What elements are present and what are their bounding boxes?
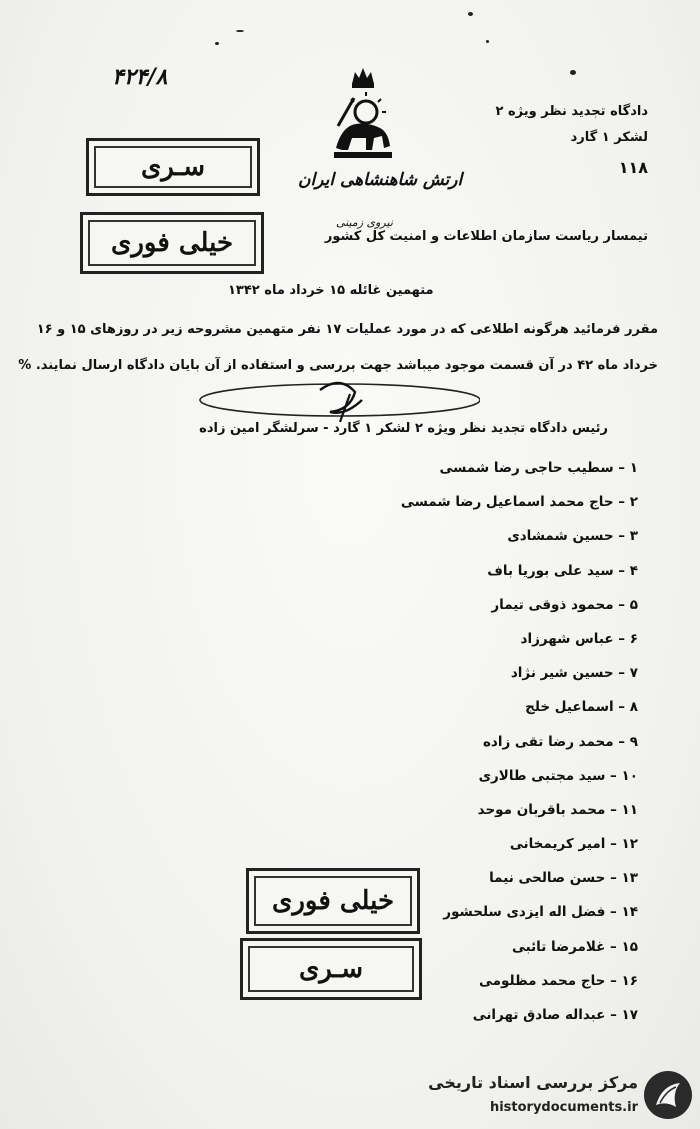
list-item: ۱۲ – امیر کریمخانی <box>509 836 638 853</box>
secret-stamp-lower-text: سـری <box>298 954 364 984</box>
recipient-line: تیمسار ریاست سازمان اطلاعات و امنیت کل کشور <box>324 229 648 244</box>
list-item: ۱۵ – غلامرضا تائبی <box>511 938 638 955</box>
urgent-stamp-lower-text: خیلی فوری <box>272 886 395 916</box>
list-item: ۱۰ – سید مجتبی طالاری <box>478 767 638 784</box>
speck <box>236 30 244 32</box>
speck <box>570 70 576 75</box>
lion-and-sun-emblem-icon <box>328 66 398 162</box>
list-item: ۹ – محمد رضا تقی زاده <box>482 733 638 750</box>
subject-line: متهمین غائله ۱۵ خرداد ماه ۱۳۴۲ <box>228 283 434 298</box>
list-item: ۲ – حاج محمد اسماعیل رضا شمسی <box>400 494 638 511</box>
body-line-2: خرداد ماه ۴۲ در آن قسمت موجود میباشد جهت بررسی و استفاده از آن بایان دادگاه ارسال نمایند. % <box>18 358 658 373</box>
signature-line: رئیس دادگاه تجدید نظر ویژه ۲ لشکر ۱ گارد - سرلشگر امین زاده <box>199 421 608 436</box>
list-item: ۱۴ – فضل اله ایزدی سلحشور <box>443 904 638 921</box>
speck <box>215 42 219 45</box>
list-item: ۴ – سید علی بوریا باف <box>487 562 638 579</box>
urgent-stamp-text: خیلی فوری <box>111 228 234 258</box>
secret-stamp <box>86 138 260 196</box>
header-number-line: ۱۱۸ <box>618 158 648 177</box>
secret-stamp-text: سـری <box>140 152 206 182</box>
army-title: ارتش شاهنشاهی ایران <box>298 170 463 190</box>
speck <box>468 12 473 16</box>
secret-stamp-lower <box>240 938 422 1000</box>
list-item: ۶ – عباس شهرزاد <box>520 630 638 647</box>
watermark-name: مرکز بررسی اسناد تاریخی <box>428 1073 638 1092</box>
list-item: ۱۳ – حسن صالحی نیما <box>489 870 638 887</box>
book-logo-icon <box>642 1069 694 1121</box>
watermark-logo <box>400 1063 700 1129</box>
list-item: ۸ – اسماعیل خلج <box>525 699 638 716</box>
list-item: ۱۷ – عبداله صادق تهرانی <box>472 1007 638 1023</box>
list-item: ۷ – حسین شیر نژاد <box>510 665 638 682</box>
speck <box>486 40 489 43</box>
header-division-line: لشکر ۱ گارد <box>570 130 648 145</box>
list-item: ۵ – محمود ذوقی تیمار <box>491 596 638 613</box>
list-item: ۱۱ – محمد باقربان موحد <box>477 801 638 818</box>
urgent-stamp <box>80 212 264 274</box>
watermark-url: historydocuments.ir <box>489 1100 638 1115</box>
list-item: ۱ – سطیب حاجی رضا شمسی <box>439 460 638 476</box>
urgent-stamp-lower <box>246 868 420 934</box>
handwritten-number: ۴۲۴/۸ <box>112 64 168 90</box>
body-line-1: مقرر فرمائید هرگونه اطلاعی که در مورد عملیات ۱۷ نفر متهمین مشروحه زیر در روزهای ۱۵ و ۱۶ <box>36 322 658 337</box>
header-court-line: دادگاه تجدید نظر ویژه ۲ <box>495 104 648 119</box>
list-item: ۱۶ – حاج محمد مظلومی <box>479 972 638 989</box>
ground-force-label: نیروی زمینی <box>336 216 393 229</box>
list-item: ۳ – حسین شمشادی <box>507 528 638 545</box>
